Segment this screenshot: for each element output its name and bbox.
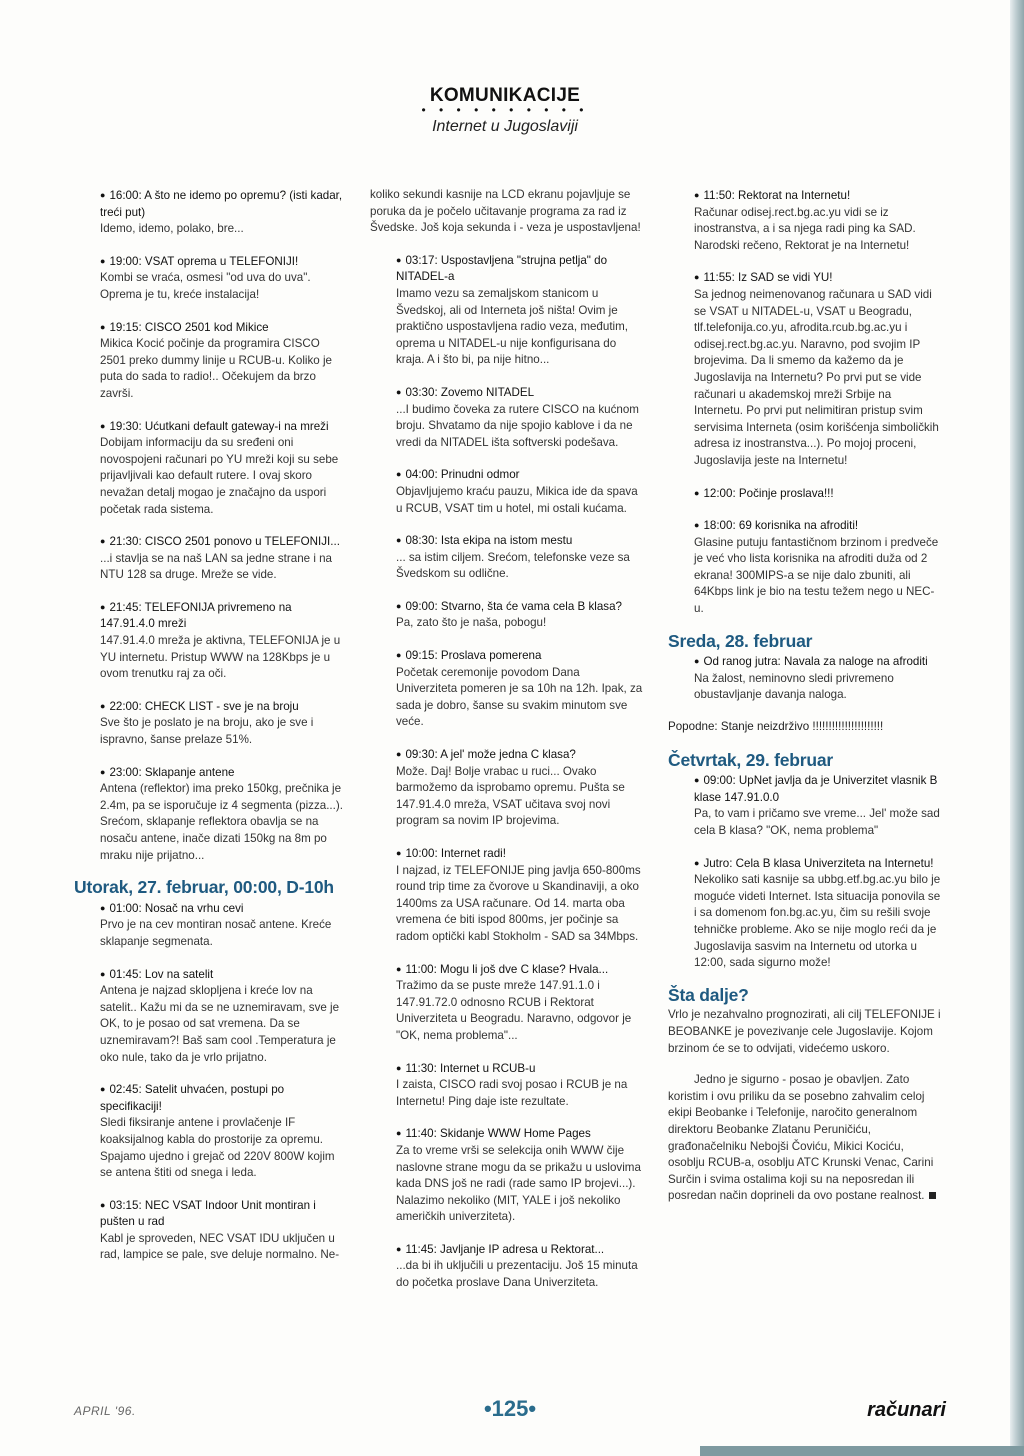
entry-heading [370, 746, 643, 764]
bullet-icon: ● [100, 255, 106, 266]
paragraph-text: koliko sekundi kasnije na LCD ekranu pojavljuje se poruka da je počelo učitavanje programa za rad iz Švedske. Još koja sekunda i - veza je uspostavljena! [370, 188, 641, 235]
bullet-icon: ● [100, 601, 106, 612]
entry-body: Na žalost, neminovno sledi privremeno obustavljanje davanja naloga. [694, 671, 894, 702]
entry-heading-text: 16:00: A što ne idemo po opremu? (isti kadar, treći put) [100, 189, 343, 219]
entry-body: Mikica Kocić počinje da programira CISCO 2501 preko dummy linije u RCUB-u. Koliko je puta do sada to radio!.. Očekujem da brzo završi. [100, 337, 332, 400]
magazine-brand: računari [867, 1399, 946, 1421]
entry-heading-text: 04:00: Prinudni odmor [405, 468, 520, 482]
bullet-icon: ● [100, 321, 106, 332]
timeline-entry [74, 253, 346, 304]
bullet-icon: ● [396, 650, 402, 661]
bullet-icon: ● [694, 775, 700, 786]
timeline-entry [74, 698, 346, 749]
timeline-entry [668, 855, 942, 972]
entry-body: Antena je najzad sklopljena i kreće lov na satelit.. Kažu mi da se ne uznemiravam, sve je OK, to je posao od sat vremena. Da se uznemiravam?! Baš sam cool .Temperatura je oko nule, tako da je vrlo prijatno. [100, 984, 340, 1064]
timeline-entry [668, 485, 942, 503]
entry-heading-text: 11:30: Internet u RCUB-u [405, 1061, 536, 1075]
entry-heading-text: 10:00: Internet radi! [405, 847, 506, 860]
entry-body: Kombi se vraća, osmesi "od uva do uva". Oprema je tu, kreće instalacija! [100, 271, 311, 301]
day-heading: Šta dalje? [668, 984, 749, 1005]
timeline-entry [370, 1060, 643, 1111]
paragraph [668, 1007, 942, 1057]
entry-body: Prvo je na cev montiran nosač antene. Kreće sklapanje segmenata. [100, 918, 332, 948]
timeline-entry [74, 1197, 346, 1264]
entry-heading [668, 187, 942, 205]
entry-heading [74, 319, 346, 337]
timeline-entry [668, 653, 942, 704]
entry-body: Tražimo da se puste mreže 147.91.1.0 i 147.91.72.0 odnosno RCUB i Rektorat Univerziteta u Beogradu. Naravno, odgovor je "OK, nema problema"... [396, 979, 632, 1042]
bullet-icon: ● [396, 848, 402, 858]
entry-heading [74, 1081, 346, 1115]
entry-body: Pa, zato što je naša, pobogu! [396, 616, 547, 630]
entry-heading-text: 11:40: Skidanje WWW Home Pages [405, 1127, 591, 1141]
entry-heading [74, 698, 346, 716]
timeline-entry [668, 269, 942, 469]
timeline-entry [74, 187, 346, 238]
timeline-entry [74, 418, 346, 519]
bullet-icon: ● [396, 1243, 402, 1254]
entry-body: ...i stavlja se na naš LAN sa jedne strane i na NTU 128 sa druge. Mreže se vide. [100, 551, 333, 582]
entry-body: ... sa istim ciljem. Srećom, telefonske veze sa Švedskom su odlične. [396, 550, 630, 581]
bullet-icon: ● [100, 190, 106, 200]
timeline-entry [370, 384, 643, 451]
day-heading: Četvrtak, 29. februar [668, 749, 834, 770]
bullet-icon: ● [100, 420, 106, 431]
entry-heading [668, 269, 942, 287]
entry-body: Može. Daj! Bolje vrabac u ruci... Ovako barmožemo da isprobamo opremu. Pušta se 147.91.4.0 mreža, VSAT učitava svoj novi program sa novim IP brojevima. [396, 764, 625, 828]
entry-heading [668, 653, 942, 671]
end-of-article-icon [929, 1192, 936, 1199]
entry-heading-text: 01:00: Nosač na vrhu cevi [109, 901, 244, 915]
timeline-entry [668, 187, 942, 254]
timeline-entry [74, 966, 346, 1067]
bullet-icon: ● [396, 1128, 402, 1139]
entry-body: Idemo, idemo, polako, bre... [100, 222, 244, 236]
timeline-entry [370, 598, 643, 632]
entry-heading [74, 764, 346, 782]
day-heading: Sreda, 28. februar [668, 630, 813, 651]
entry-body: I najzad, iz TELEFONIJE ping javlja 650-800ms round trip time za čvorove u Skandinaviji, a oko 1400ms za USA računare. Od 14. marta oba vremena će biti ispod 800ms, jer počinje sa radom optički kabl Stokholm - SAD sa 34Mbps. [396, 863, 641, 943]
entry-body: Pa, to vam i pričamo sve vreme... Jel' može sad cela B klasa? "OK, nema problema" [694, 807, 940, 837]
entry-heading [370, 252, 643, 286]
entry-heading [370, 845, 643, 863]
paragraph [370, 187, 643, 237]
timeline-entry [74, 599, 346, 683]
timeline-entry [668, 517, 942, 618]
entry-body: Kabl je sproveden, NEC VSAT IDU uključen u rad, lampice se pale, sve deluje normalno. Ne- [100, 1231, 340, 1262]
bullet-icon: ● [694, 857, 700, 868]
entry-heading [74, 966, 346, 984]
entry-heading-text: 08:30: Ista ekipa na istom mestu [405, 534, 573, 548]
timeline-entry [370, 252, 643, 369]
entry-heading-text: 18:00: 69 korisnika na afroditi! [703, 519, 859, 533]
entry-heading [370, 466, 643, 484]
bullet-icon: ● [396, 469, 402, 480]
day-heading: Utorak, 27. februar, 00:00, D-10h [74, 877, 334, 898]
entry-body: Sledi fiksiranje antene i provlačenje IF koaksijalnog kabla do prostorije za opremu. Spajamo ujedno i grejač od 220V 800W kojim se antena štiti od snega i leda. [100, 1116, 335, 1180]
bullet-icon: ● [694, 656, 700, 667]
entry-body: ...da bi ih uključili u prezentaciju. Još 15 minuta do početka proslave Dana Univerziteta. [396, 1259, 638, 1290]
afternoon-note: Popodne: Stanje neizdrživo !!!!!!!!!!!!!!!!!!!!!! [668, 720, 884, 734]
bullet-icon: ● [396, 963, 402, 974]
entry-heading [370, 1060, 643, 1078]
bullet-icon: ● [396, 535, 402, 546]
entry-heading [370, 961, 643, 979]
timeline-entry [370, 466, 643, 517]
entry-heading [74, 599, 346, 633]
entry-heading-text: 21:45: TELEFONIJA privremeno na 147.91.4.0 mreži [100, 600, 292, 631]
timeline-entry [668, 772, 942, 839]
timeline-entry [74, 533, 346, 584]
entry-heading [74, 533, 346, 551]
entry-heading-text: 03:30: Zovemo NITADEL [405, 385, 535, 399]
entry-body: ...I budimo čoveka za rutere CISCO na kućnom broju. Shvatamo da nije spojio kablove i da ne vredi da NITADEL išta softverski podešava. [396, 402, 639, 449]
entry-heading-text: 03:17: Uspostavljena "strujna petlja" do NITADEL-a [396, 253, 608, 284]
entry-heading-text: 02:45: Satelit uhvaćen, postupi po specifikaciji! [100, 1083, 285, 1113]
bullet-icon: ● [694, 272, 700, 283]
entry-heading [668, 772, 942, 806]
timeline-entry [74, 1081, 346, 1182]
entry-heading [74, 253, 346, 271]
entry-heading-text: 11:45: Javljanje IP adresa u Rektorat... [405, 1242, 605, 1256]
entry-heading [370, 647, 643, 665]
entry-body: Dobijam informaciju da su sređeni oni novospojeni računari po YU mreži koji su sebe prijavljivali kao default rutere. I ovaj skoro nevažan detalj mogao je značajno da uspori početak rada sistema. [100, 436, 339, 516]
timeline-entry [370, 647, 643, 731]
entry-heading [668, 855, 942, 873]
bullet-icon: ● [396, 254, 402, 265]
entry-heading [74, 900, 346, 918]
entry-body: Nekoliko sati kasnije sa ubbg.etf.bg.ac.yu bilo je moguće videti Internet. Ista situacija ponovila se i sa domenom fon.bg.ac.yu, čim su rešili svoje tehničke probleme. Ako se nije moglo reći da je Jugoslavija sasvim na Internetu od utorka u 12:00, sada sigurno može! [694, 873, 941, 970]
timeline-entry [74, 900, 346, 951]
entry-heading [370, 598, 643, 616]
column-1 [74, 187, 346, 1279]
bullet-icon: ● [100, 1199, 106, 1210]
entry-heading-text: 23:00: Sklapanje antene [109, 765, 235, 779]
entry-body: Sve što je poslato je na broju, ako je sve i ispravno, šanse prelaze 51%. [100, 716, 314, 747]
section-subtitle: Internet u Jugoslaviji [432, 118, 578, 135]
entry-heading-text: 21:30: CISCO 2501 ponovo u TELEFONIJI... [109, 535, 340, 549]
timeline-entry [370, 961, 643, 1045]
entry-heading-text: 11:50: Rektorat na Internetu! [703, 189, 851, 202]
timeline-entry [74, 319, 346, 403]
entry-heading-text: 01:45: Lov na satelit [109, 967, 214, 981]
entry-heading [370, 1125, 643, 1143]
entry-heading-text: 09:30: A jel' može jedna C klasa? [405, 748, 576, 762]
timeline-entry [370, 532, 643, 583]
entry-heading-text: 19:00: VSAT oprema u TELEFONIJI! [109, 254, 299, 268]
timeline-entry [370, 1241, 643, 1292]
entry-heading [370, 532, 643, 550]
entry-heading-text: 11:00: Mogu li još dve C klase? Hvala... [405, 962, 609, 976]
entry-heading-text: 19:30: Ućutkani default gateway-i na mreži [109, 419, 329, 433]
bullet-icon: ● [100, 968, 106, 979]
paragraph-text: Jedno je sigurno - posao je obavljen. Zato koristim i ovu priliku da se posebno zahvalim celoj ekipi Beobanke i Telefonije, naročito generalnom direktoru Beobanke Zlatanu Peruničiću, građonačelniku Nebojši Čoviću, Mikici Kociću, osoblju RCUB-a, osoblju ATC Krunski Venac, Carini Surčin i svima ostalima koji su na neposredan ili posredan način doprineli da ovo postane realnost. [668, 1073, 934, 1203]
entry-heading [370, 1241, 643, 1259]
entry-body: Imamo vezu sa zemaljskom stanicom u Švedskoj, ali od Interneta još ništa! Ovim je praktično uspostavljena radio veza, međutim, oprema u NITADEL-u nije konfigurisana do kraja. A i što bi, pa nije hitno... [396, 286, 628, 367]
bullet-icon: ● [100, 536, 106, 547]
bullet-icon: ● [694, 487, 700, 498]
paragraph [668, 1072, 942, 1205]
column-3 [668, 187, 942, 1220]
page-number: •125• [483, 1396, 537, 1421]
entry-heading-text: 09:00: Stvarno, šta će vama cela B klasa? [405, 599, 622, 613]
issue-date: APRIL '96. [74, 1404, 136, 1418]
entry-body: Početak ceremonije povodom Dana Univerziteta pomeren je sa 10h na 12h. Ipak, za sada je dobro, šanse su svakim minutom sve veće. [396, 665, 643, 729]
bullet-icon: ● [694, 190, 700, 200]
bullet-icon: ● [100, 700, 106, 711]
entry-body: Glasine putuju fantastičnom brzinom i predveče je već vho lista korisnika na afroditi duža od 2 ekrana! 300MIPS-a se nije dalo zbuniti, ali 64Kbps link je bio na testu težem nego u NEC-u. [694, 535, 939, 616]
paragraph-text: Vrlo je nezahvalno prognozirati, ali cilj TELEFONIJE i BEOBANKE je povezivanje cele Jugoslavije. Kojom brzinom će se to odvijati, videćemo uskoro. [668, 1008, 941, 1055]
timeline-entry [370, 1125, 643, 1226]
entry-body: Antena (reflektor) ima preko 150kg, prečnika je 2.4m, pa se isporučuje iz 4 segmenta (pizza...). Srećom, sklapanje reflektora obavlja se na nosaču antene, inače dizati 150kg na 8m po mraku nije prijatno... [100, 782, 343, 862]
entry-heading [668, 485, 942, 503]
entry-heading-text: 03:15: NEC VSAT Indoor Unit montiran i pušten u rad [100, 1198, 316, 1229]
entry-body: Sa jednog neimenovanog računara u SAD vidi se VSAT u NITADEL-u, VSAT u Beogradu, tlf.telefonija.co.yu, afrodita.rcub.bg.ac.yu i odisej.rect.bg.ac.yu. Naravno, pod svojim IP brojevima. Da li smemo da kažemo da je Jugoslavija na Internetu? Po prvi put se vide računari u akademskoj mreži Srbije na Internetu. Po prvi put nelimitiran pristup svim servisima Interneta (osim korišćenja simboličkih adresa iz inostranstva...). Po mojoj proceni, Jugoslavija jeste na Internetu! [694, 287, 939, 467]
timeline-entry [370, 746, 643, 830]
bullet-icon: ● [694, 520, 700, 531]
bullet-icon: ● [396, 1062, 402, 1073]
entry-heading-text: 11:55: Iz SAD se vidi YU! [703, 271, 833, 285]
timeline-entry [74, 764, 346, 865]
entry-heading-text: 12:00: Počinje proslava!!! [703, 486, 834, 500]
entry-heading-text: 09:00: UpNet javlja da je Univerzitet vlasnik B klase 147.91.0.0 [694, 774, 938, 804]
section-dots: • • • • • • • • • • [421, 103, 589, 117]
entry-body: I zaista, CISCO radi svoj posao i RCUB je na Internetu! Ping daje iste rezultate. [396, 1078, 628, 1108]
page-edge-shadow [1010, 0, 1024, 1456]
bullet-icon: ● [100, 902, 106, 913]
entry-heading [74, 1197, 346, 1231]
entry-heading [370, 384, 643, 402]
entry-body: Objavljujemo kraću pauzu, Mikica ide da spava u RCUB, VSAT tim u hotel, mi ostali kućama. [396, 484, 638, 515]
entry-body: Računar odisej.rect.bg.ac.yu vidi se iz inostranstva, a i sa njega radi ping ka SAD. Narodski rečeno, Rektorat je na Internetu! [694, 205, 916, 252]
entry-body: Za to vreme vrši se selekcija onih WWW čije naslovne strane mogu da se prikažu u uslovima kada DNS još ne radi (rade samo IP brojevi...). Nalazimo nekoliko (MIT, YALE i još nekoliko američkih univerziteta). [396, 1143, 641, 1224]
page-header [380, 85, 630, 136]
bullet-icon: ● [396, 749, 402, 760]
entry-heading [74, 187, 346, 221]
entry-heading-text: 09:15: Proslava pomerena [405, 649, 542, 663]
bullet-icon: ● [100, 766, 106, 777]
bullet-icon: ● [396, 386, 402, 397]
bottom-edge-strip [700, 1446, 1024, 1456]
entry-heading-text: Od ranog jutra: Navala za naloge na afroditi [703, 655, 928, 669]
column-2 [370, 187, 643, 1307]
bullet-icon: ● [396, 600, 402, 611]
entry-heading-text: 22:00: CHECK LIST - sve je na broju [109, 699, 299, 713]
entry-heading [74, 418, 346, 436]
timeline-entry [370, 845, 643, 946]
entry-heading-text: Jutro: Cela B klasa Univerziteta na Internetu! [703, 856, 934, 870]
section-title: KOMUNIKACIJE [429, 85, 581, 106]
entry-heading [668, 517, 942, 535]
bullet-icon: ● [100, 1084, 106, 1095]
entry-body: 147.91.4.0 mreža je aktivna, TELEFONIJA je u YU internetu. Pristup WWW na 128Kbps je u ovom trenutku raj za oči. [100, 634, 341, 681]
entry-heading-text: 19:15: CISCO 2501 kod Mikice [109, 320, 269, 334]
